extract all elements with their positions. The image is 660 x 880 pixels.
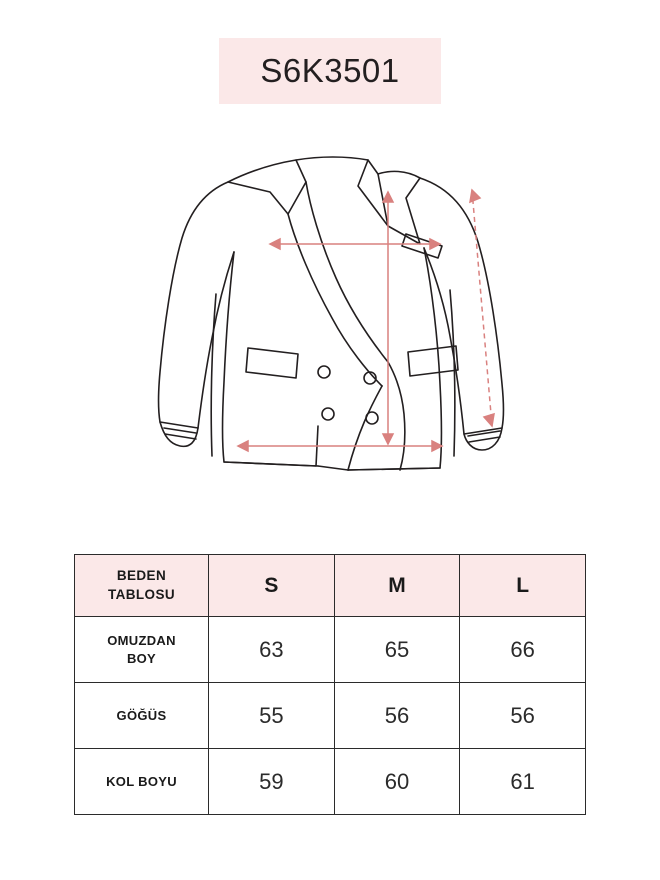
size-measurement-table xyxy=(74,554,586,815)
table-header-row xyxy=(75,555,586,617)
row-label-omuzdan-boy xyxy=(75,617,209,683)
cell-gogus-l: 56 xyxy=(460,683,586,749)
cell-gogus-s: 55 xyxy=(209,683,335,749)
row-label-kol-boyu: KOL BOYU xyxy=(75,749,209,815)
table-header-size-l: L xyxy=(460,555,586,617)
cell-gogus-m: 56 xyxy=(334,683,460,749)
row-label-gogus: GÖĞÜS xyxy=(75,683,209,749)
blazer-illustration xyxy=(120,126,540,526)
table-header-size-m: M xyxy=(334,555,460,617)
page-title: S6K3501 xyxy=(260,52,400,89)
table-header-size-s: S xyxy=(209,555,335,617)
cell-kol-boyu-s: 59 xyxy=(209,749,335,815)
cell-kol-boyu-m: 60 xyxy=(334,749,460,815)
table-row xyxy=(75,617,586,683)
table-header-label-line2: TABLOSU xyxy=(107,586,176,602)
product-code-banner xyxy=(219,38,441,104)
cell-omuzdan-boy-l: 66 xyxy=(460,617,586,683)
row-label-line2: BOY xyxy=(126,650,157,666)
cell-omuzdan-boy-s: 63 xyxy=(209,617,335,683)
table-row xyxy=(75,683,586,749)
cell-kol-boyu-l: 61 xyxy=(460,749,586,815)
table-header-label-line1: BEDEN xyxy=(116,568,167,584)
row-label-line1: OMUZDAN xyxy=(107,632,176,648)
table-header-label xyxy=(75,555,209,617)
table-row xyxy=(75,749,586,815)
cell-omuzdan-boy-m: 65 xyxy=(334,617,460,683)
